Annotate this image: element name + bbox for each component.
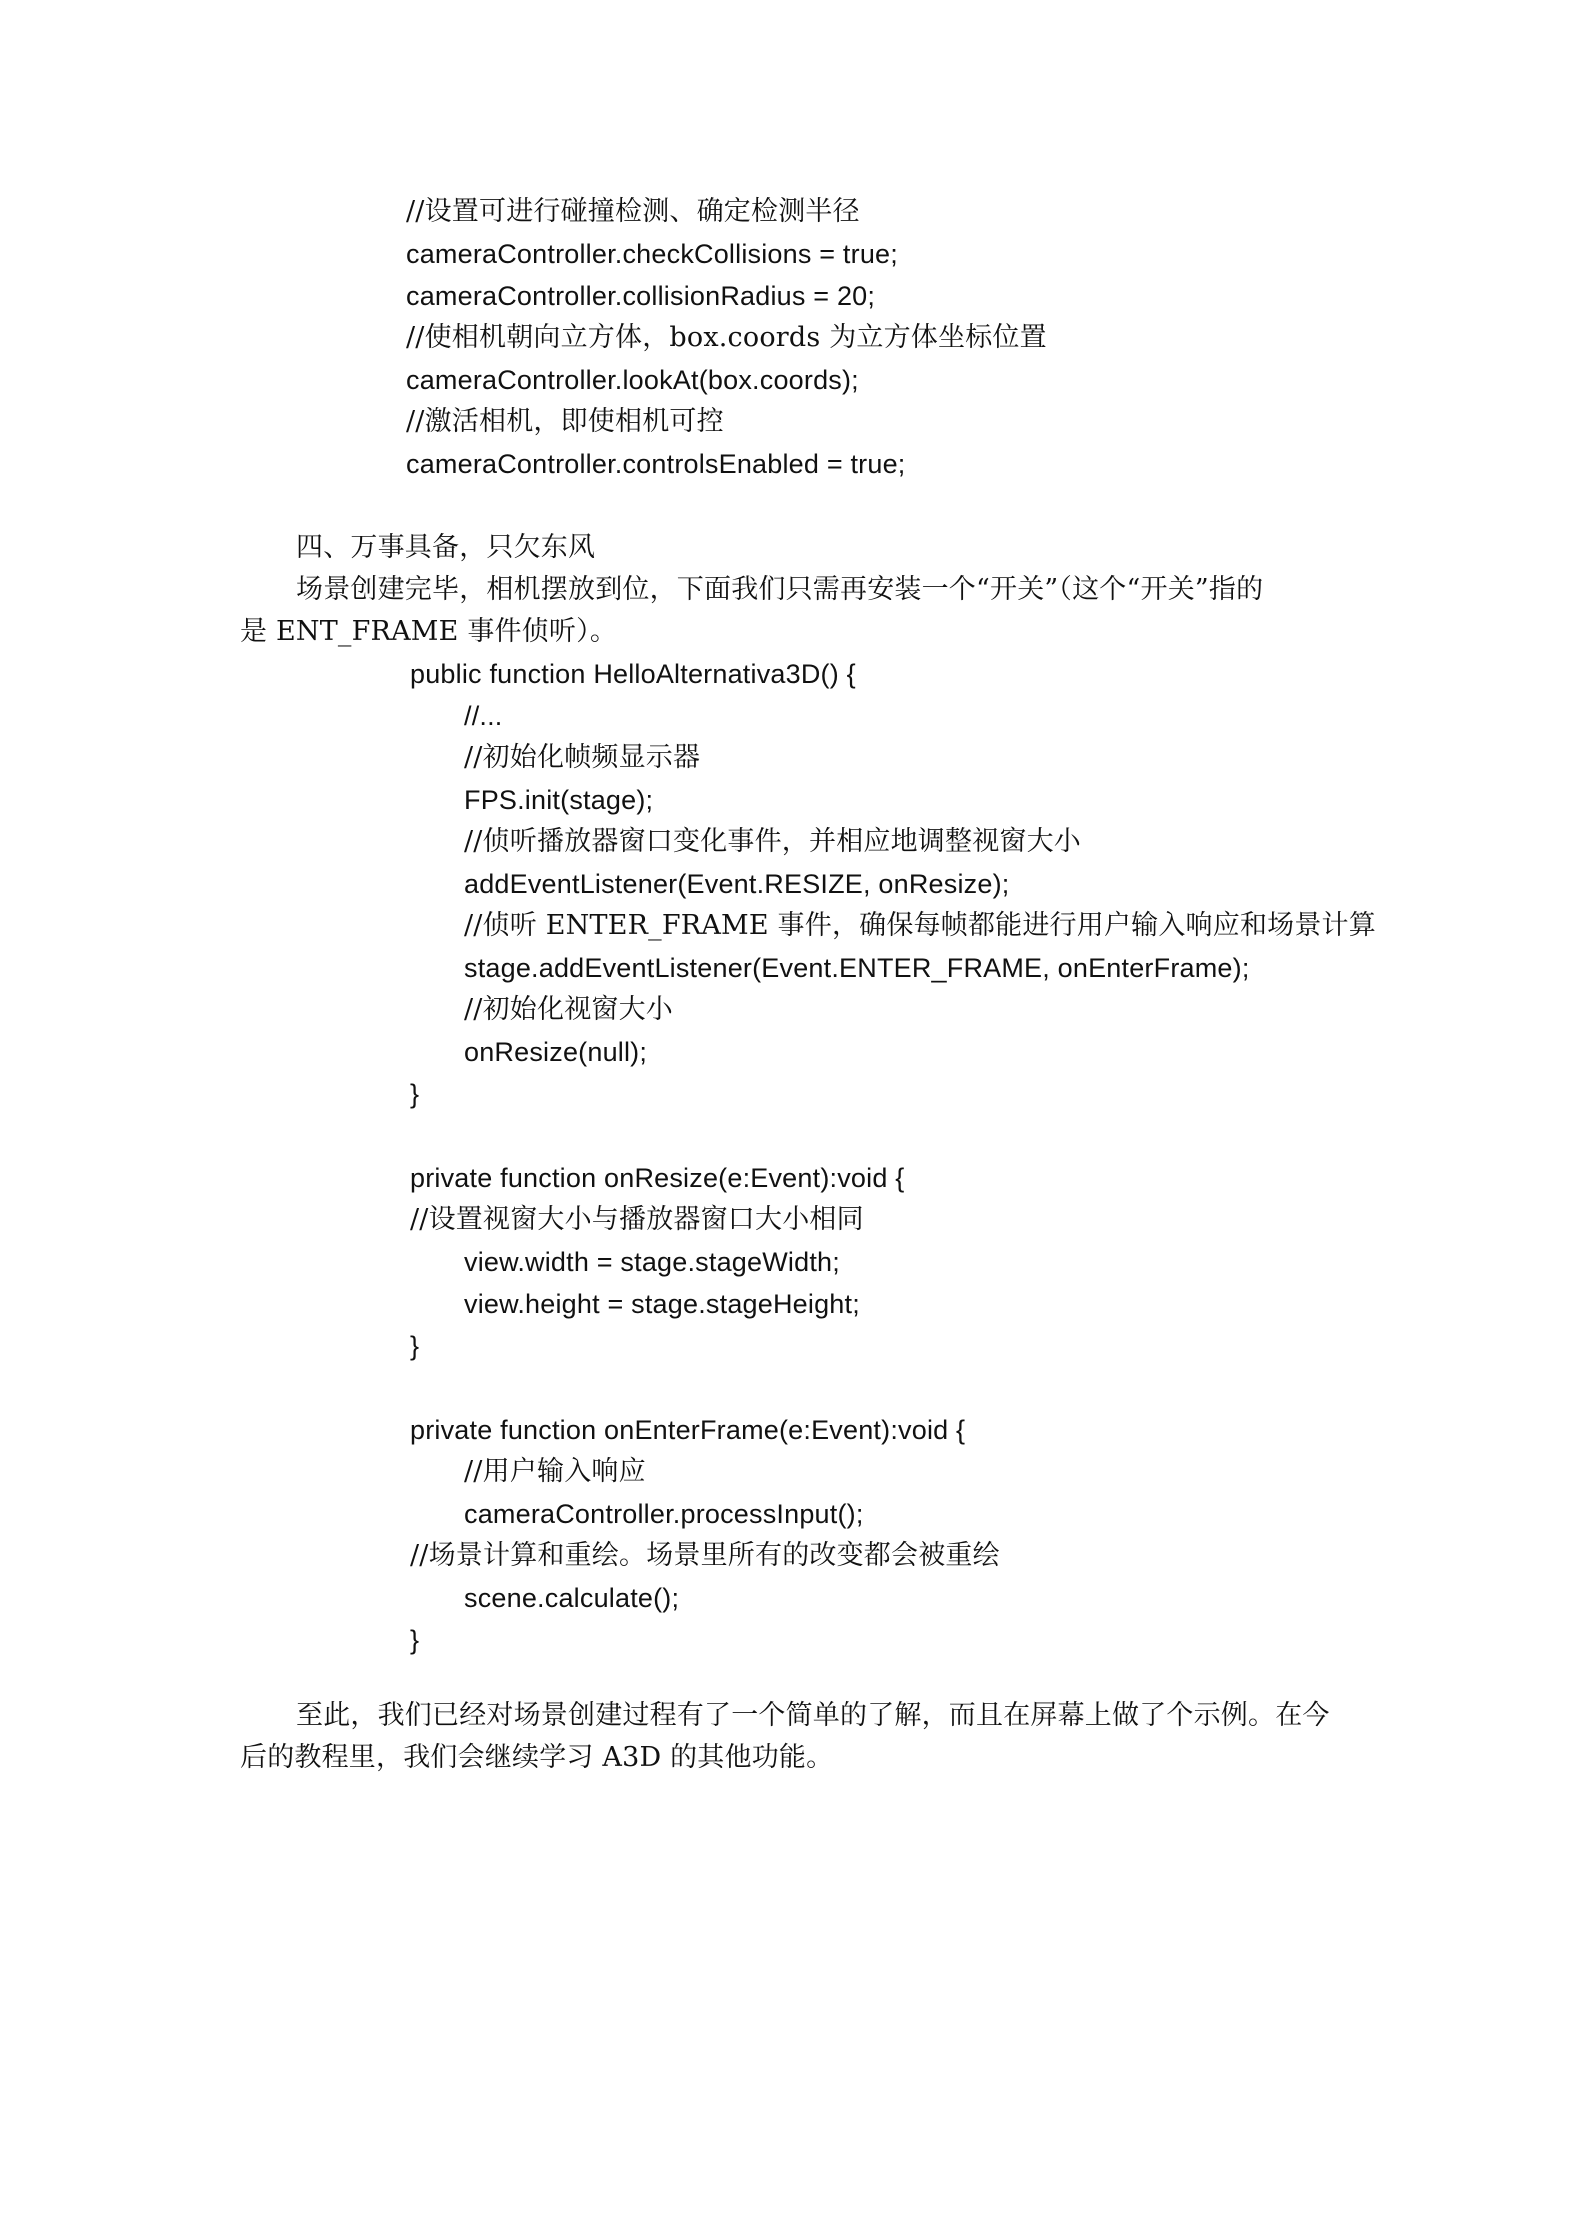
code-comment: //侦听播放器窗口变化事件，并相应地调整视窗大小 bbox=[464, 826, 1081, 857]
code-comment: //... bbox=[464, 701, 503, 731]
code-line: FPS.init(stage); bbox=[464, 785, 654, 815]
code-line: cameraController.controlsEnabled = true; bbox=[406, 449, 906, 479]
code-line: scene.calculate(); bbox=[464, 1583, 680, 1613]
code-line: cameraController.collisionRadius = 20; bbox=[406, 281, 876, 311]
paragraph-line: 是 ENT_FRAME 事件侦听）。 bbox=[240, 616, 618, 647]
code-line: view.height = stage.stageHeight; bbox=[464, 1289, 860, 1319]
code-comment: //设置可进行碰撞检测、确定检测半径 bbox=[406, 196, 860, 227]
paragraph-line: 场景创建完毕，相机摆放到位，下面我们只需再安装一个“开关”（这个“开关”指的 bbox=[296, 574, 1264, 605]
code-comment: //侦听 ENTER_FRAME 事件，确保每帧都能进行用户输入响应和场景计算 bbox=[464, 910, 1376, 941]
paragraph-line: 后的教程里，我们会继续学习 A3D 的其他功能。 bbox=[240, 1742, 834, 1773]
code-brace: } bbox=[410, 1079, 420, 1109]
code-line: view.width = stage.stageWidth; bbox=[464, 1247, 840, 1277]
code-line: onResize(null); bbox=[464, 1037, 648, 1067]
code-line: cameraController.lookAt(box.coords); bbox=[406, 365, 859, 395]
code-comment: //用户输入响应 bbox=[464, 1456, 646, 1487]
code-brace: } bbox=[410, 1331, 420, 1361]
code-line: public function HelloAlternativa3D() { bbox=[410, 659, 856, 689]
code-line: private function onResize(e:Event):void { bbox=[410, 1163, 905, 1193]
code-comment: //初始化帧频显示器 bbox=[464, 742, 701, 773]
code-comment: //场景计算和重绘。场景里所有的改变都会被重绘 bbox=[410, 1540, 1000, 1571]
code-line: cameraController.checkCollisions = true; bbox=[406, 239, 898, 269]
code-brace: } bbox=[410, 1625, 420, 1655]
code-comment: //激活相机，即使相机可控 bbox=[406, 406, 724, 437]
paragraph-line: 至此，我们已经对场景创建过程有了一个简单的了解，而且在屏幕上做了个示例。在今 bbox=[296, 1700, 1330, 1731]
code-comment: //使相机朝向立方体，box.coords 为立方体坐标位置 bbox=[406, 322, 1047, 353]
code-comment: //初始化视窗大小 bbox=[464, 994, 673, 1025]
code-line: stage.addEventListener(Event.ENTER_FRAME, onEnterFrame); bbox=[464, 953, 1250, 983]
code-line: cameraController.processInput(); bbox=[464, 1499, 864, 1529]
code-line: private function onEnterFrame(e:Event):void { bbox=[410, 1415, 966, 1445]
code-comment: //设置视窗大小与播放器窗口大小相同 bbox=[410, 1204, 864, 1235]
section-heading: 四、万事具备，只欠东风 bbox=[296, 532, 596, 563]
code-line: addEventListener(Event.RESIZE, onResize); bbox=[464, 869, 1010, 899]
